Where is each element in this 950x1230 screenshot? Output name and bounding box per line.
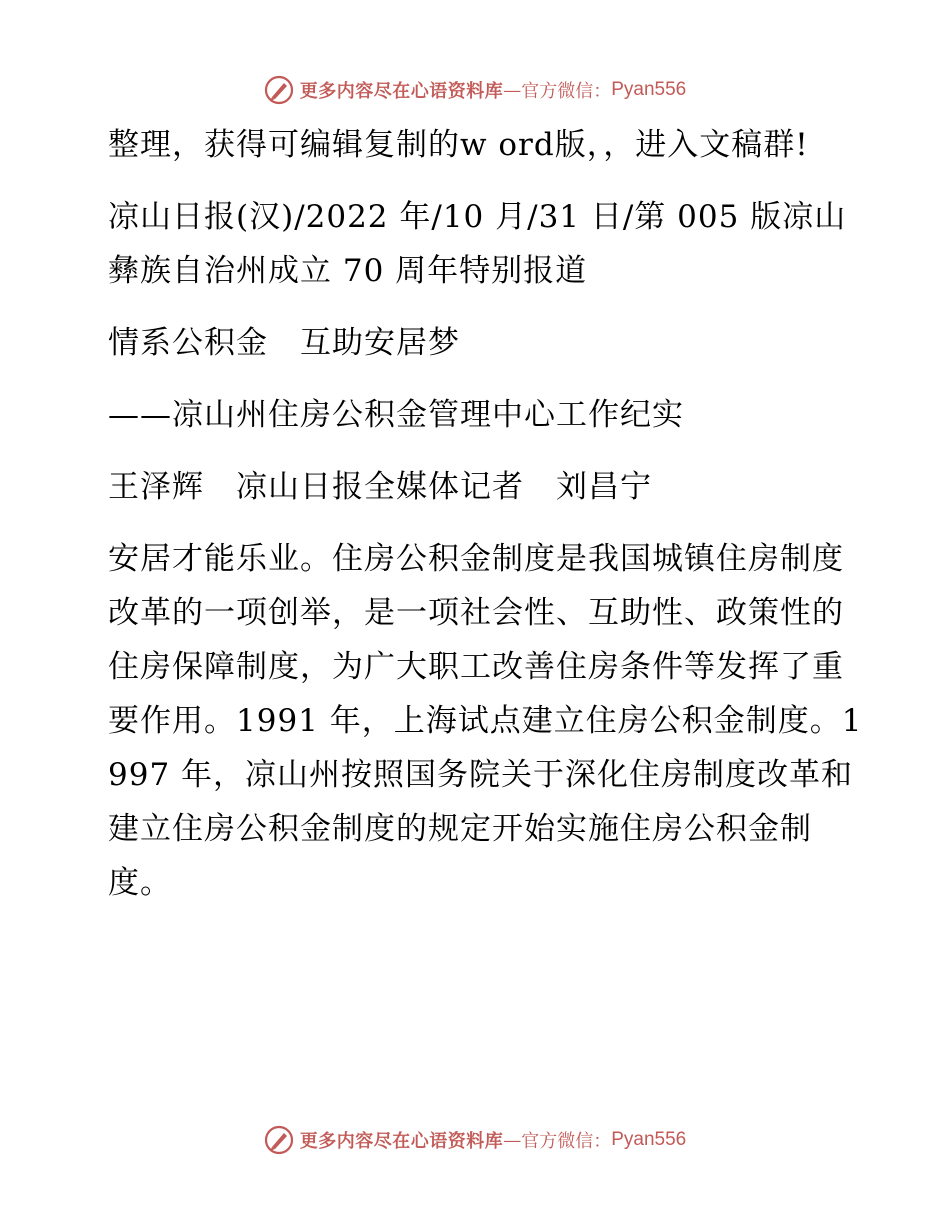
pen-logo-icon: [264, 1125, 294, 1155]
banner-dash: —: [503, 79, 522, 101]
banner-dash: —: [503, 1129, 522, 1151]
banner-wechat-label: 官方微信：: [521, 1131, 612, 1152]
intro-line: 整理，获得可编辑复制的w ord版，，进入文稿群!: [108, 127, 809, 163]
banner-wechat-label: 官方微信：: [521, 81, 612, 102]
footer-banner: [0, 1120, 950, 1160]
headline: 情系公积金 互助安居梦: [108, 325, 460, 361]
source-line: 凉山日报(汉)/2022 年/10 月/31 日/第 005 版凉山彝族自治州成立 70 周年特别报道: [108, 199, 847, 289]
document-body: [96, 118, 866, 932]
banner-wechat-id: Pyan556: [611, 1129, 687, 1150]
banner-site-text: 更多内容尽在心语资料库: [299, 81, 504, 102]
subheadline: ——凉山州住房公积金管理中心工作纪实: [108, 397, 684, 433]
byline: 王泽辉 凉山日报全媒体记者 刘昌宁: [108, 469, 652, 505]
banner-wechat-id: Pyan556: [611, 79, 687, 100]
body-paragraph: 安居才能乐业。住房公积金制度是我国城镇住房制度改革的一项创举，是一项社会性、互助性、政策性的住房保障制度，为广大职工改善住房条件等发挥了重要作用。1991 年，上海试点建立住房公积金制度。1997 年，凉山州按照国务院关于深化住房制度改革和建立住房公积金制度的规定开始实施住房公积金制度。: [108, 541, 863, 901]
pen-logo-icon: [264, 75, 294, 105]
banner-site-text: 更多内容尽在心语资料库: [299, 1131, 504, 1152]
header-banner: [0, 70, 950, 110]
